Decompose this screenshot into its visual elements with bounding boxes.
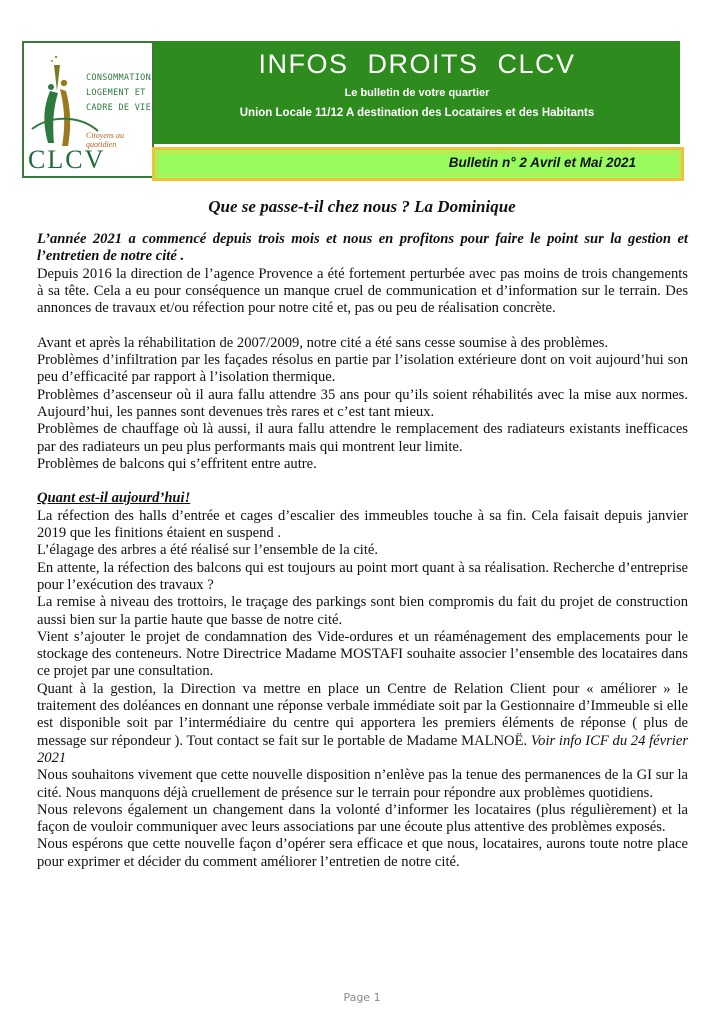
gestion-note: Voir info ICF du 24 février 2021: [37, 732, 689, 766]
gestion-text: Quant à la gestion, la Direction va mettre en place un Centre de Relation Client pour « améliorer » le traitement des doléances en donnant une réponse verbale immédiate soit par la Gestionnaire d’Immeuble si elle est disponible soit par l’intermédiaire du centre qui apportera les premiers éléments de réponse ( plus de message sur répondeur ). Tout contact se fait sur le portable de Madame MALNOË.: [37, 680, 688, 749]
update-item: La remise à niveau des trottoirs, le traçage des parkings sont bien compromis du fait du projet de construction aussi bien sur la partie haute que basse de notre cité.: [37, 594, 688, 628]
problem-item: Problèmes de balcons qui s’effritent entre autre.: [37, 455, 317, 472]
article-title: Que se passe-t-il chez nous ? La Dominique: [208, 197, 516, 216]
update-item: Vient s’ajouter le projet de condamnation des Vide-ordures et un réaménagement des emplacements pour le stockage des conteneurs. Notre Directrice Madame MOSTAFI souhaite associer l’ensemble des locataires dans ce projet par une consultation.: [37, 628, 688, 680]
header-banner: [154, 41, 680, 144]
problem-item: Problèmes d’infiltration par les façades résolus en partie par l’isolation extérieure dont on voit aujourd’hui son peu d’efficacité par rapport à l’isolation thermique.: [37, 352, 688, 386]
closing-paragraph: Nous relevons également un changement dans la volonté d’informer les locataires (plus régulièrement) et la façon de vouloir communiquer avec leurs associations par une écoute plus attentive des problèmes exposés.: [37, 801, 688, 836]
section-heading: Quant est-il aujourd’hui!: [37, 490, 191, 507]
logo-acronym: CLCV: [28, 145, 106, 174]
logo-line-1: CONSOMMATION: [86, 73, 152, 83]
gestion-paragraph: [37, 681, 688, 767]
update-item: L’élagage des arbres a été réalisé sur l’ensemble de la cité.: [37, 542, 379, 559]
update-item: La réfection des halls d’entrée et cages d’escalier des immeubles touche à sa fin. Cela faisait depuis janvier 2019 que les finitions étaient en suspend .: [37, 507, 688, 542]
problems-paragraph: Avant et après la réhabilitation de 2007/2009, notre cité a été sans cesse soumise à des problèmes.: [37, 334, 609, 351]
newsletter-subtitle: Le bulletin de votre quartier: [344, 87, 490, 99]
closing-paragraph: Nous souhaitons vivement que cette nouvelle disposition n’enlève pas la tenue des permanences de la GI sur la cité. Nous manquons déjà cruellement de présence sur le terrain pour répondre aux problèmes quotidiens.: [37, 767, 688, 801]
closing-paragraph: Nous espérons que cette nouvelle façon d’opérer sera efficace et que nous, locataires, aurons toute notre place pour exprimer et décider du comment améliorer l’entretien de notre cité.: [37, 836, 688, 870]
page-number: Page 1: [343, 991, 381, 1004]
bulletin-issue: Bulletin n° 2 Avril et Mai 2021: [448, 155, 636, 170]
logo-slogan: Citoyens au quotidien: [86, 131, 124, 149]
update-item: En attente, la réfection des balcons qui est toujours au point mort quant à sa réalisation. Recherche d’entreprise pour l’exécution des travaux ?: [37, 559, 688, 593]
problem-item: Problèmes de chauffage où là aussi, il aura fallu attendre le remplacement des radiateurs existants inefficaces par des radiateurs un peu plus performants mais qui montrent leur limite.: [37, 421, 688, 455]
newsletter-audience: Union Locale 11/12 A destination des Locataires et des Habitants: [239, 107, 595, 119]
spacer: [37, 317, 688, 334]
logo-tagline: [86, 71, 151, 116]
logo-line-3: CADRE DE VIE: [86, 103, 152, 113]
clcv-logo: [22, 41, 154, 178]
article-body: [37, 231, 688, 871]
newsletter-title: INFOS DROITS CLCV: [258, 49, 576, 79]
problem-item: Problèmes d’ascenseur où il aura fallu attendre 35 ans pour qu’ils soient réhabilités avec la mise aux normes. Aujourd’hui, les pannes sont devenues très rares et c’est tant mieux.: [37, 386, 688, 420]
logo-line-2: LOGEMENT ET: [86, 88, 146, 98]
spacer: [37, 473, 688, 490]
bulletin-bar: [152, 147, 684, 181]
lead-paragraph: L’année 2021 a commencé depuis trois mois et nous en profitons pour faire le point sur la gestion et l’entretien de notre cité .: [37, 231, 688, 265]
intro-paragraph: Depuis 2016 la direction de l’agence Provence a été fortement perturbée avec pas moins de trois changements à sa tête. Cela a eu pour conséquence un manque cruel de communication et d’information sur le terrain. Des annonces de travaux et/ou réfection pour notre cité et, pas ou peu de réalisation concrète.: [37, 265, 688, 317]
